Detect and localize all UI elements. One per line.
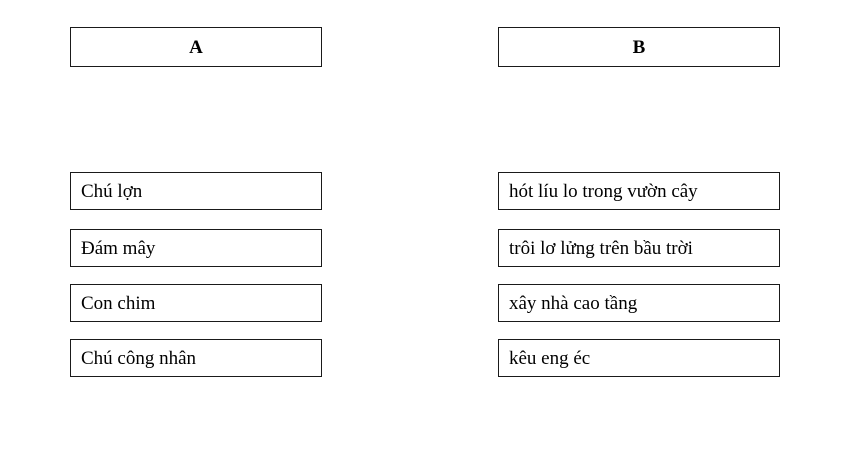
column-b-item-4: kêu eng éc bbox=[498, 339, 780, 377]
column-a-header: A bbox=[70, 27, 322, 67]
column-b-item-1: hót líu lo trong vườn cây bbox=[498, 172, 780, 210]
column-a-item-4: Chú công nhân bbox=[70, 339, 322, 377]
column-b-item-2: trôi lơ lửng trên bầu trời bbox=[498, 229, 780, 267]
column-a-item-1: Chú lợn bbox=[70, 172, 322, 210]
column-b-item-3: xây nhà cao tầng bbox=[498, 284, 780, 322]
column-a-item-3: Con chim bbox=[70, 284, 322, 322]
column-a-item-2: Đám mây bbox=[70, 229, 322, 267]
column-b-header: B bbox=[498, 27, 780, 67]
